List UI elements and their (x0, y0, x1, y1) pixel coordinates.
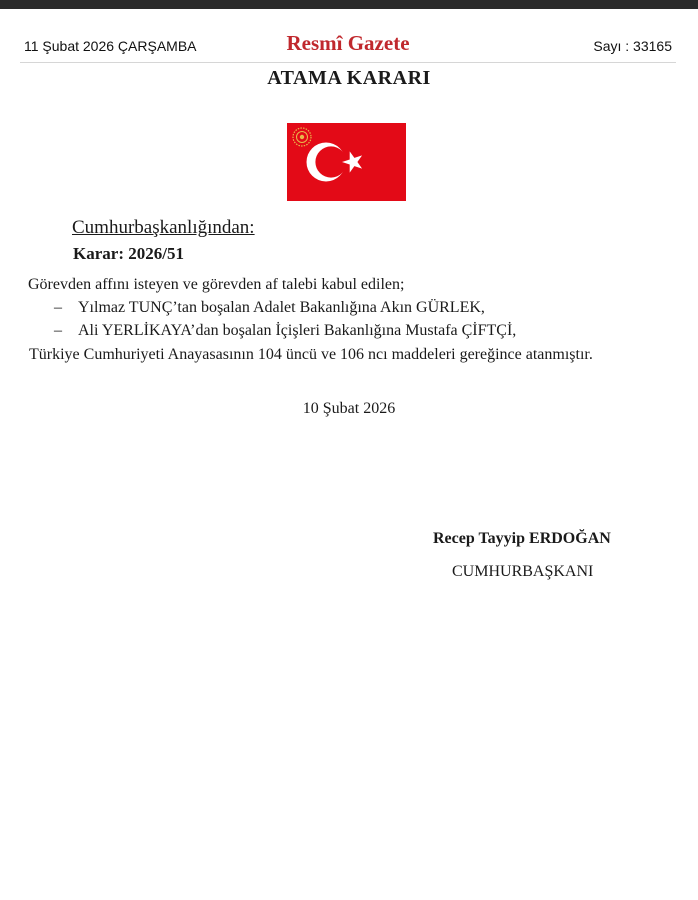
signatory-name: Recep Tayyip ERDOĞAN (433, 530, 611, 547)
document-title: ATAMA KARARI (267, 67, 431, 89)
issue-number: Sayı : 33165 (593, 38, 672, 54)
document-date: 10 Şubat 2026 (302, 400, 396, 417)
decision-number: Karar: 2026/51 (73, 244, 184, 263)
item-dash: – (54, 322, 62, 339)
appointment-item (54, 299, 485, 317)
item-text: Ali YERLİKAYA’dan boşalan İçişleri Bakanlığına Mustafa ÇİFTÇİ, (78, 322, 517, 339)
appointment-item (54, 322, 516, 340)
header-date: 11 Şubat 2026 ÇARŞAMBA (24, 38, 197, 54)
closing-paragraph: Türkiye Cumhuriyeti Anayasasının 104 üncü ve 106 ncı maddeleri gereğince atanmıştır. (29, 346, 593, 363)
issuer-heading: Cumhurbaşkanlığından: (72, 217, 255, 238)
top-dark-bar (0, 0, 698, 9)
signatory-title: CUMHURBAŞKANI (452, 563, 594, 580)
gazette-title: Resmî Gazete (286, 31, 410, 55)
item-text: Yılmaz TUNÇ’tan boşalan Adalet Bakanlığına Akın GÜRLEK, (78, 299, 485, 316)
gazette-header (20, 28, 676, 63)
intro-paragraph: Görevden affını isteyen ve görevden af talebi kabul edilen; (28, 276, 405, 293)
item-dash: – (54, 299, 62, 316)
turkish-flag-icon (287, 123, 406, 201)
